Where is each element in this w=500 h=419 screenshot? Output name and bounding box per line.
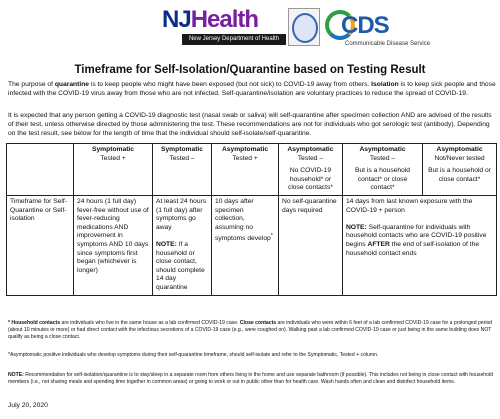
cell-symptomatic-negative: At least 24 hours (1 full day) after symptoms go away NOTE: If a household or close contact, should complete 14 day quarantine [153, 195, 212, 295]
header-asymptomatic-negative-no-contact: Asymptomatic Tested – No COVID-19 household* or close contacts* [279, 144, 343, 196]
table-header-row [7, 144, 497, 196]
table-row [7, 195, 497, 295]
nj-logo-subtitle: New Jersey Department of Health [182, 34, 286, 45]
nj-health-logo [160, 8, 288, 48]
header-asymptomatic-not-tested: Asymptomatic Not/Never tested But is a household or close contact* [423, 144, 497, 196]
logo-bar [0, 2, 500, 64]
cds-logo-subtitle: Communicable Disease Service [345, 41, 431, 47]
cell-asymptomatic-negative-no-contact: No self-quarantine days required [279, 195, 343, 295]
nj-logo-health: Health [190, 6, 259, 33]
footnote-note: NOTE: Recommendation for self-isolation/quarantine is to stay/sleep in a separate room from others living in the home and use separate bathroom (if possible). This includes not being in close contact with household members (i.e., not sharing meals and spending time together in common areas) or going to work or out in public other than for health care. Wash hands often and clean and disinfect household items. [8, 372, 493, 385]
nj-logo-state: NJ [162, 6, 191, 33]
cell-symptomatic-positive: 24 hours (1 full day) fever-free without use of fever-reducing medications AND improvement in symptoms AND 10 days since symptoms first began (whichever is longer) [74, 195, 153, 295]
intro-paragraph-1: The purpose of quarantine is to keep people who might have been exposed (but not sick) to COVID-19 away from others. Isolation is to keep sick people and those infected with the COVID-19 virus away from those who are not infected. Self-quarantine/isolation are voluntary practices to reduce the spread of COVID-19. [8, 81, 496, 97]
header-symptomatic-positive: Symptomatic Tested + [74, 144, 153, 196]
intro-paragraph-2: It is expected that any person getting a COVID-19 diagnostic test (nasal swab or saliva) will self-quarantine after specimen collection AND are advised of the results of their test, unless otherwise directed by those administering the test. These recommendations are not for individuals who got serologic test (antibody). Depending on the test result, see below for the length of time that the individual should self-isolate/self-quarantine. [8, 112, 492, 137]
footnote-asymptomatic: *Asymptomatic positive individuals who develop symptoms during their self-quarantine timeframe, should self-isolate and refer to the Symptomatic, Tested + column. [8, 352, 379, 358]
state-seal-icon [288, 8, 320, 46]
cds-logo-word: CDS [341, 12, 389, 39]
header-asymptomatic-negative-contact: Asymptomatic Tested – But is a household contact* or close contact* [342, 144, 422, 196]
cell-asymptomatic-positive: 10 days after specimen collection, assuming no symptoms develop* [212, 195, 279, 295]
cell-asymptomatic-contact: 14 days from last known exposure with the COVID-19 + person NOTE: Self-quarantine for individuals with household contacts who are COVID-19 positive begins AFTER the end of self-isolation of the household contact ends [342, 195, 496, 295]
document-date: July 20, 2020 [8, 402, 48, 409]
row-label: Timeframe for Self-Quarantine or Self-isolation [7, 195, 74, 295]
page-title: Timeframe for Self-Isolation/Quarantine based on Testing Result [74, 64, 426, 76]
cds-logo [323, 8, 431, 52]
header-symptomatic-negative: Symptomatic Tested – [153, 144, 212, 196]
header-asymptomatic-positive: Asymptomatic Tested + [212, 144, 279, 196]
timeframe-table [6, 143, 497, 296]
footnote-contacts: * Household contacts are individuals who live in the same house as a lab confirmed COVID-19 case. Close contacts are individuals who were within 6 feet of a lab confirmed COVID-19 case for a prolonged period (about 10 minutes or more) or had direct contact with the infectious secretions of a COVID-19 case (e.g., were coughed on). Walking past a lab confirmed COVID-19 case or just being in the same building does NOT qualify as being a close contact. [8, 320, 493, 340]
header-empty [7, 144, 74, 196]
